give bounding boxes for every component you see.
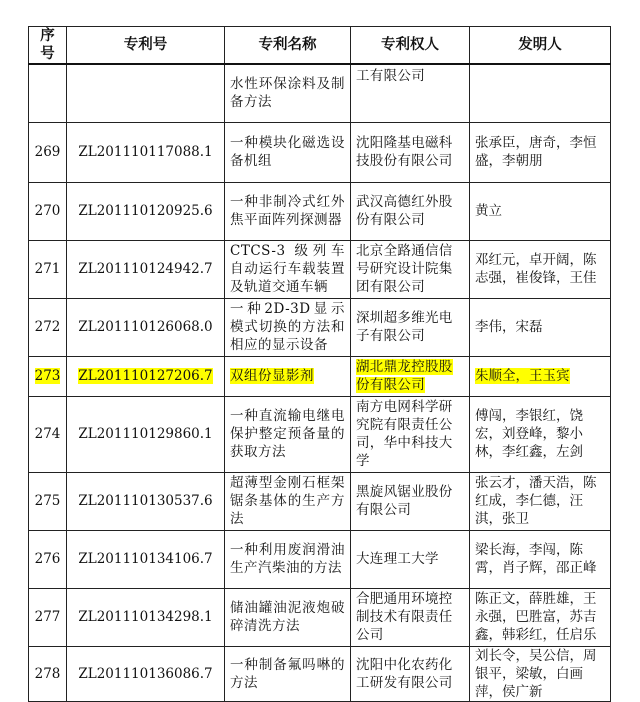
patent-no-cell: ZL201110134298.1 xyxy=(67,588,225,646)
patent-no-cell xyxy=(67,64,225,122)
inventors-cell xyxy=(470,356,611,396)
patent-owner-cell: 大连理工大学 xyxy=(351,530,470,588)
serial-no-cell: 272 xyxy=(29,298,67,356)
inventors-cell: 刘长令，吴公信，周银平，梁敏，白画萍，侯广新 xyxy=(470,646,611,701)
patent-name-cell: 超薄型金刚石框架锯条基体的生产方法 xyxy=(225,472,351,530)
patent-name-cell: 储油罐油泥液炮破碎清洗方法 xyxy=(225,588,351,646)
table-row xyxy=(29,588,611,646)
inventors-cell: 李伟，宋磊 xyxy=(470,298,611,356)
header-patent-owner: 专利权人 xyxy=(351,27,470,65)
inventors-cell: 张云才，潘天浩，陈红成，李仁德，汪淇，张卫 xyxy=(470,472,611,530)
patent-name-cell xyxy=(225,356,351,396)
patent-name-cell: 一种非制冷式红外焦平面阵列探测器 xyxy=(225,182,351,240)
patent-no-cell: ZL201110129860.1 xyxy=(67,396,225,472)
patent-owner-cell: 工有限公司 xyxy=(351,64,470,122)
patent-name-cell: 一种直流输电继电保护整定预备量的获取方法 xyxy=(225,396,351,472)
patent-no-cell: ZL201110126068.0 xyxy=(67,298,225,356)
patent-name-cell: 一种制备氟吗啉的方法 xyxy=(225,646,351,701)
serial-no-cell xyxy=(29,64,67,122)
patent-table xyxy=(28,26,611,702)
inventors-cell: 梁长海，李闯，陈霄，肖子辉，邵正峰 xyxy=(470,530,611,588)
serial-no-cell: 275 xyxy=(29,472,67,530)
serial-no-cell: 274 xyxy=(29,396,67,472)
patent-name-cell: 一种2D-3D显示模式切换的方法和相应的显示设备 xyxy=(225,298,351,356)
patent-no-cell xyxy=(67,356,225,396)
patent-no-cell: ZL201110130537.6 xyxy=(67,472,225,530)
serial-no-cell xyxy=(29,356,67,396)
table-row xyxy=(29,396,611,472)
inventors-cell: 黄立 xyxy=(470,182,611,240)
highlight-mark: 朱顺全，王玉宾 xyxy=(475,368,570,384)
serial-no-cell: 270 xyxy=(29,182,67,240)
patent-no-cell: ZL201110136086.7 xyxy=(67,646,225,701)
patent-owner-cell: 北京全路通信信号研究设计院集团有限公司 xyxy=(351,240,470,298)
patent-name-cell: 一种利用废润滑油生产汽柴油的方法 xyxy=(225,530,351,588)
highlight-mark: 湖北鼎龙控股股份有限公司 xyxy=(356,359,453,393)
serial-no-cell: 269 xyxy=(29,122,67,182)
patent-owner-cell: 武汉高德红外股份有限公司 xyxy=(351,182,470,240)
inventors-cell: 邓红元，卓开阔，陈志强，崔俊锋，王佳 xyxy=(470,240,611,298)
serial-no-cell: 277 xyxy=(29,588,67,646)
patent-owner-cell: 深圳超多维光电子有限公司 xyxy=(351,298,470,356)
table-row xyxy=(29,298,611,356)
serial-no-cell: 276 xyxy=(29,530,67,588)
serial-no-cell: 271 xyxy=(29,240,67,298)
patent-owner-cell: 沈阳中化农药化工研发有限公司 xyxy=(351,646,470,701)
inventors-cell: 陈正文，薛胜雄，王永强，巴胜富，苏吉鑫，韩彩红，任启乐 xyxy=(470,588,611,646)
patent-name-cell: 水性环保涂料及制备方法 xyxy=(225,64,351,122)
highlight-mark: 273 xyxy=(34,368,61,384)
table-header-row xyxy=(29,27,611,65)
header-serial-no: 序号 xyxy=(29,27,67,65)
patent-owner-cell: 合肥通用环境控制技术有限责任公司 xyxy=(351,588,470,646)
patent-no-cell: ZL201110124942.7 xyxy=(67,240,225,298)
table-row xyxy=(29,472,611,530)
patent-name-cell: CTCS-3 级列车自动运行车载装置及轨道交通车辆 xyxy=(225,240,351,298)
highlight-mark: 双组份显影剂 xyxy=(230,368,314,384)
patent-no-cell: ZL201110134106.7 xyxy=(67,530,225,588)
patent-no-cell: ZL201110120925.6 xyxy=(67,182,225,240)
patent-owner-cell: 黑旋风锯业股份有限公司 xyxy=(351,472,470,530)
serial-no-cell: 278 xyxy=(29,646,67,701)
patent-owner-cell xyxy=(351,356,470,396)
header-patent-no: 专利号 xyxy=(67,27,225,65)
patent-name-cell: 一种模块化磁选设备机组 xyxy=(225,122,351,182)
table-row xyxy=(29,530,611,588)
inventors-cell xyxy=(470,64,611,122)
patent-no-cell: ZL201110117088.1 xyxy=(67,122,225,182)
table-row xyxy=(29,646,611,701)
table-row xyxy=(29,182,611,240)
highlight-mark: ZL201110127206.7 xyxy=(78,368,213,384)
table-row-highlighted xyxy=(29,356,611,396)
inventors-cell: 傅闯，李银红，饶宏，刘登峰，黎小林，李红鑫，左剑 xyxy=(470,396,611,472)
header-inventors: 发明人 xyxy=(470,27,611,65)
table-row xyxy=(29,64,611,122)
inventors-cell: 张承臣，唐奇，李恒盛，李朝朋 xyxy=(470,122,611,182)
table-row xyxy=(29,240,611,298)
header-patent-name: 专利名称 xyxy=(225,27,351,65)
patent-owner-cell: 南方电网科学研究院有限责任公司，华中科技大学 xyxy=(351,396,470,472)
table-row xyxy=(29,122,611,182)
patent-owner-cell: 沈阳隆基电磁科技股份有限公司 xyxy=(351,122,470,182)
